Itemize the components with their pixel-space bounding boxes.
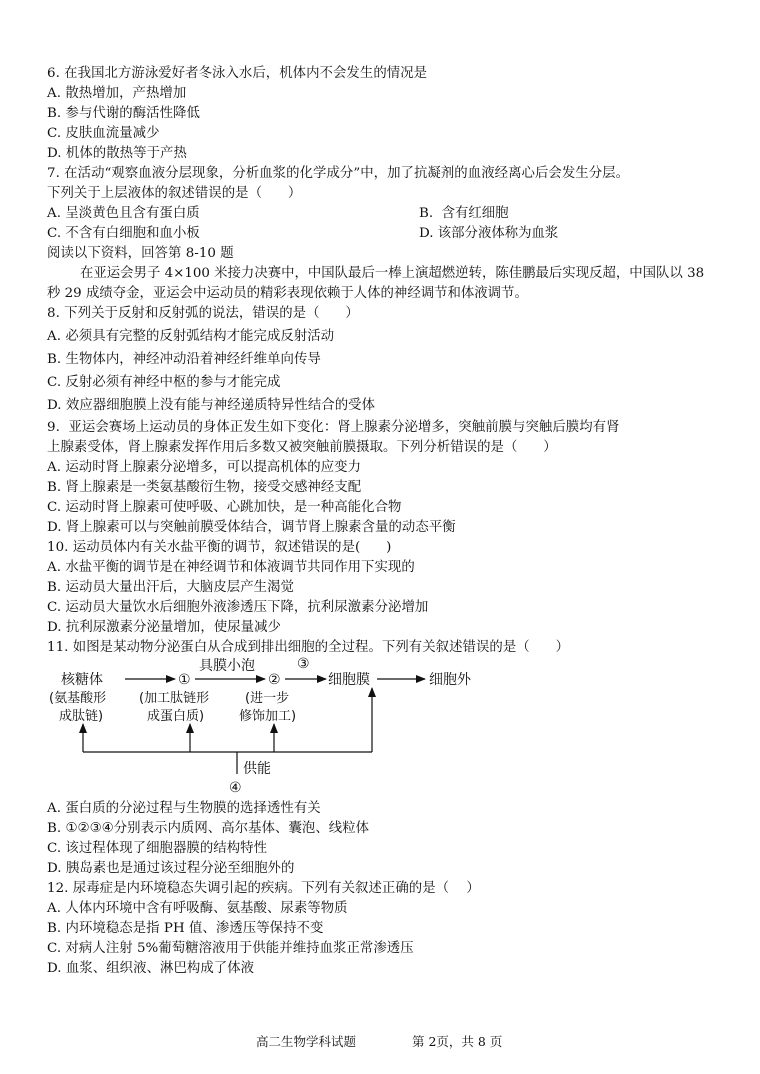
ribosome-label: 核糖体 xyxy=(61,672,103,688)
q10-option-b: B. 运动员大量出汗后，大脑皮层产生渴觉 xyxy=(47,580,294,595)
q11-option-c: C. 该过程体现了细胞器膜的结构特性 xyxy=(47,841,268,856)
vesicle-label: 具膜小泡 xyxy=(199,658,255,674)
organelle-2-note-1: (进一步 xyxy=(245,691,290,706)
q10-option-d: D. 抗利尿激素分泌量增加，使尿量减少 xyxy=(47,620,281,635)
q10-option-a: A. 水盐平衡的调节是在神经调节和体液调节共同作用下实现的 xyxy=(47,560,415,575)
ribosome-note-1: (氨基酸形 xyxy=(49,691,107,706)
organelle-1-note-2: 成蛋白质) xyxy=(147,709,205,724)
q7-option-c: C. 不含有白细胞和血小板 xyxy=(47,226,200,241)
organelle-1-label: ① xyxy=(178,672,191,688)
q7-option-d: D. 该部分液体称为血浆 xyxy=(419,226,559,241)
cell-membrane-label: 细胞膜 xyxy=(328,672,370,688)
q11-option-d: D. 胰岛素也是通过该过程分泌至细胞外的 xyxy=(47,861,295,876)
q6-option-c: C. 皮肤血流量减少 xyxy=(47,126,160,141)
protein-secretion-diagram xyxy=(47,656,567,796)
q8-option-d: D. 效应器细胞膜上没有能与神经递质特异性结合的受体 xyxy=(47,398,376,413)
q7-option-a: A. 呈淡黄色且含有蛋白质 xyxy=(47,206,200,221)
organelle-1-note-1: (加工肽链形 xyxy=(139,691,210,706)
q7-stem-line2: 下列关于上层液体的叙述错误的是（ ） xyxy=(47,186,302,201)
footer-page-number: 第 2页，共 8 页 xyxy=(412,1034,503,1049)
q9-option-a: A. 运动时肾上腺素分泌增多，可以提高机体的应变力 xyxy=(47,460,362,475)
q12-option-a: A. 人体内环境中含有呼吸酶、氨基酸、尿素等物质 xyxy=(47,901,348,916)
q11-option-b: B. ①②③④分别表示内质网、高尔基体、囊泡、线粒体 xyxy=(47,821,370,836)
q8-stem: 8. 下列关于反射和反射弧的说法，错误的是（ ） xyxy=(47,306,359,321)
q12-option-c: C. 对病人注射 5%葡萄糖溶液用于供能并维持血浆正常渗透压 xyxy=(47,941,414,956)
q7-option-b: B. 含有红细胞 xyxy=(419,206,509,221)
mitochondrion-4-label: ④ xyxy=(229,780,242,796)
energy-supply-label: 供能 xyxy=(243,761,271,777)
q12-option-b: B. 内环境稳态是指 PH 值、渗透压等保持不变 xyxy=(47,921,324,936)
q9-option-b: B. 肾上腺素是一类氨基酸衍生物，接受交感神经支配 xyxy=(47,480,362,495)
organelle-2-note-2: 修饰加工) xyxy=(239,709,297,724)
q9-stem-line1: 9. 亚运会赛场上运动员的身体正发生如下变化：肾上腺素分泌增多，突触前膜与突触后膜均有肾 xyxy=(47,420,620,435)
q6-option-a: A. 散热增加，产热增加 xyxy=(47,86,187,101)
q10-stem: 10. 运动员体内有关水盐平衡的调节，叙述错误的是( ) xyxy=(47,540,392,555)
q6-option-b: B. 参与代谢的酶活性降低 xyxy=(47,106,200,121)
q9-option-c: C. 运动时肾上腺素可使呼吸、心跳加快，是一种高能化合物 xyxy=(47,500,402,515)
structure-3-label: ③ xyxy=(297,656,310,672)
q8-option-b: B. 生物体内，神经冲动沿着神经纤维单向传导 xyxy=(47,352,321,367)
extracellular-label: 细胞外 xyxy=(429,672,471,688)
ribosome-note-2: 成肽链) xyxy=(59,709,104,724)
q12-stem: 12. 尿毒症是内环境稳态失调引起的疾病。下列有关叙述正确的是（ ） xyxy=(47,881,480,896)
q7-stem-line1: 7. 在活动“观察血液分层现象，分析血浆的化学成分”中，加了抗凝剂的血液经离心后会发生分层。 xyxy=(47,166,630,181)
q11-option-a: A. 蛋白质的分泌过程与生物膜的选择透性有关 xyxy=(47,801,321,816)
q11-stem: 11. 如图是某动物分泌蛋白从合成到排出细胞的全过程。下列有关叙述错误的是（ ） xyxy=(47,640,570,655)
reading-intro: 阅读以下资料，回答第 8-10 题 xyxy=(47,246,234,261)
reading-passage: 在亚运会男子 4×100 米接力决赛中，中国队最后一棒上演超燃逆转，陈佳鹏最后实现反超，中国队以 38 秒 29 成绩夺金，亚运会中运动员的精彩表现依赖于人体的神经调节和体液调节。 xyxy=(47,266,705,301)
q6-option-d: D. 机体的散热等于产热 xyxy=(47,146,187,161)
q8-option-c: C. 反射必须有神经中枢的参与才能完成 xyxy=(47,375,281,390)
q8-option-a: A. 必须具有完整的反射弧结构才能完成反射活动 xyxy=(47,329,335,344)
footer-subject: 高二生物学科试题 xyxy=(256,1034,357,1049)
q9-option-d: D. 肾上腺素可以与突触前膜受体结合，调节肾上腺素含量的动态平衡 xyxy=(47,520,456,535)
q12-option-d: D. 血浆、组织液、淋巴构成了体液 xyxy=(47,961,255,976)
q6-stem: 6. 在我国北方游泳爱好者冬泳入水后，机体内不会发生的情况是 xyxy=(47,66,428,81)
q9-stem-line2: 上腺素受体，肾上腺素发挥作用后多数又被突触前膜摄取。下列分析错误的是（ ） xyxy=(47,440,557,455)
q10-option-c: C. 运动员大量饮水后细胞外液渗透压下降，抗利尿激素分泌增加 xyxy=(47,600,429,615)
organelle-2-label: ② xyxy=(268,672,281,688)
